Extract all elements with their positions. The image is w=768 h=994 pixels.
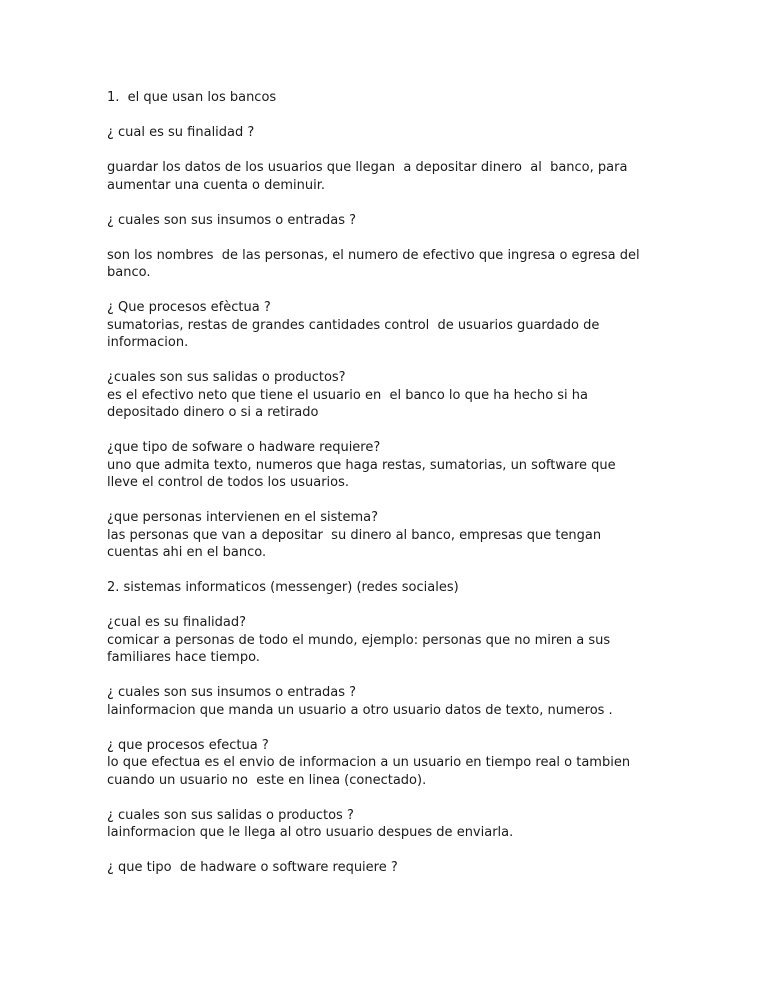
- text-line: guardar los datos de los usuarios que llegan a depositar dinero al banco, para: [107, 160, 628, 175]
- text-line: ¿cuales son sus salidas o productos?: [107, 370, 346, 385]
- text-line: uno que admita texto, numeros que haga restas, sumatorias, un software que: [107, 457, 616, 473]
- text-line: ¿que tipo de sofware o hadware requiere?: [107, 440, 381, 455]
- text-line: ¿ Que procesos efèctua ?: [107, 300, 271, 315]
- qa-software: [107, 439, 667, 492]
- text-line: comicar a personas de todo el mundo, ejemplo: personas que no miren a sus: [107, 632, 611, 648]
- section-2-heading: [107, 579, 667, 597]
- text-line: aumentar una cuenta o deminuir.: [107, 177, 326, 193]
- text-line: cuentas ahi en el banco.: [107, 545, 267, 560]
- question-insumos: [107, 212, 667, 230]
- text-line: lleve el control de todos los usuarios.: [107, 475, 350, 490]
- text-line: ¿ cuales son sus insumos o entradas ?: [107, 212, 357, 228]
- text-line: es el efectivo neto que tiene el usuario en el banco lo que ha hecho si ha: [107, 387, 588, 403]
- text-line: ¿que personas intervienen en el sistema?: [107, 510, 379, 525]
- qa-finalidad-2: [107, 614, 667, 667]
- text-line: 1. el que usan los bancos: [107, 90, 277, 105]
- text-line: ¿ que tipo de hadware o software requiere ?: [107, 860, 398, 875]
- qa-personas: [107, 509, 667, 562]
- text-line: ¿ cuales son sus insumos o entradas ?: [107, 685, 357, 700]
- text-line: banco.: [107, 265, 151, 280]
- text-line: 2. sistemas informaticos (messenger) (redes sociales): [107, 580, 459, 595]
- qa-salidas-2: [107, 807, 667, 842]
- text-line: ¿ que procesos efectua ?: [107, 737, 269, 753]
- qa-insumos-2: [107, 684, 667, 719]
- text-line: lainformacion que le llega al otro usuario despues de enviarla.: [107, 825, 514, 840]
- text-line: son los nombres de las personas, el numero de efectivo que ingresa o egresa del: [107, 247, 640, 263]
- text-line: ¿ cual es su finalidad ?: [107, 125, 255, 140]
- text-line: lo que efectua es el envio de informacion a un usuario en tiempo real o tambien: [107, 755, 631, 770]
- question-software-2: [107, 859, 667, 877]
- section-1-heading: [107, 89, 667, 107]
- answer-insumos: [107, 247, 667, 282]
- text-line: familiares hace tiempo.: [107, 650, 260, 665]
- qa-procesos: [107, 299, 667, 352]
- text-line: cuando un usuario no este en linea (conectado).: [107, 772, 427, 788]
- text-line: las personas que van a depositar su dinero al banco, empresas que tengan: [107, 527, 602, 543]
- text-line: ¿ cuales son sus salidas o productos ?: [107, 807, 354, 823]
- text-line: informacion.: [107, 335, 189, 350]
- qa-salidas: [107, 369, 667, 422]
- qa-procesos-2: [107, 737, 667, 790]
- text-line: ¿cual es su finalidad?: [107, 615, 247, 630]
- question-finalidad: [107, 124, 667, 142]
- text-line: lainformacion que manda un usuario a otro usuario datos de texto, numeros .: [107, 702, 613, 718]
- document-page: [107, 89, 667, 894]
- answer-finalidad: [107, 159, 667, 194]
- text-line: depositado dinero o si a retirado: [107, 405, 319, 420]
- text-line: sumatorias, restas de grandes cantidades control de usuarios guardado de: [107, 317, 600, 333]
